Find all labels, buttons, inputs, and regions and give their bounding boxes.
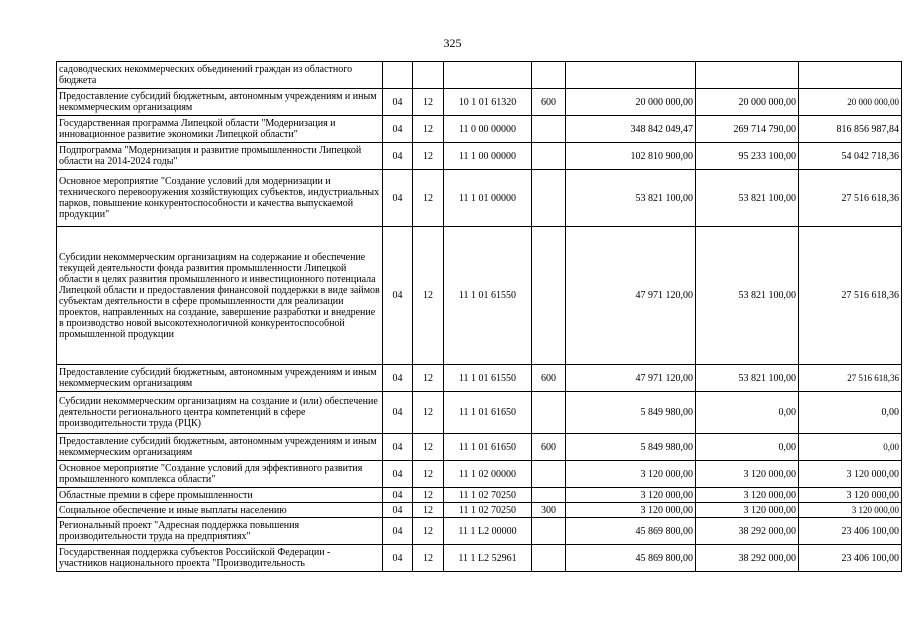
amount-year1-cell: 3 120 000,00 bbox=[566, 503, 696, 518]
target-article-cell: 11 1 01 61650 bbox=[444, 434, 532, 461]
amount-year2-cell: 20 000 000,00 bbox=[696, 89, 799, 116]
row-name-cell: Субсидии некоммерческим организациям на создание и (или) обеспечение деятельности регионального центра компетенций в сфере производительности труда (РЦК) bbox=[57, 392, 383, 434]
expense-type-cell bbox=[532, 518, 566, 545]
row-name-cell: Основное мероприятие "Создание условий для эффективного развития промышленного комплекса области" bbox=[57, 461, 383, 488]
target-article-cell: 11 1 02 70250 bbox=[444, 488, 532, 503]
expense-type-cell: 300 bbox=[532, 503, 566, 518]
subsection-code-cell: 12 bbox=[413, 89, 444, 116]
section-code-cell: 04 bbox=[383, 503, 413, 518]
amount-year2-cell: 3 120 000,00 bbox=[696, 461, 799, 488]
expense-type-cell bbox=[532, 227, 566, 365]
row-name-cell: Государственная программа Липецкой области "Модернизация и инновационное развитие экономики Липецкой области" bbox=[57, 116, 383, 143]
section-code-cell: 04 bbox=[383, 365, 413, 392]
row-name-cell: Субсидии некоммерческим организациям на содержание и обеспечение текущей деятельности фонда развития промышленности Липецкой области в целях развития промышленного и инвестиционного потенциала Липецкой области и предоставления финансовой поддержки в виде займов субъектам деятельности в сфере промышленности для реализации проектов, направленных на создание, завершение разработки и внедрение в производство новой высокотехнологичной конкурентоспособной промышленной продукции bbox=[57, 227, 383, 365]
target-article-cell: 11 1 00 00000 bbox=[444, 143, 532, 170]
amount-year2-cell: 3 120 000,00 bbox=[696, 503, 799, 518]
amount-year1-cell: 102 810 900,00 bbox=[566, 143, 696, 170]
amount-year3-cell: 54 042 718,36 bbox=[799, 143, 902, 170]
amount-year1-cell: 3 120 000,00 bbox=[566, 461, 696, 488]
expense-type-cell bbox=[532, 461, 566, 488]
subsection-code-cell: 12 bbox=[413, 518, 444, 545]
table-row bbox=[57, 116, 902, 143]
table-row bbox=[57, 62, 902, 89]
table-row bbox=[57, 89, 902, 116]
expense-type-cell bbox=[532, 62, 566, 89]
section-code-cell: 04 bbox=[383, 488, 413, 503]
table-row bbox=[57, 170, 902, 227]
subsection-code-cell: 12 bbox=[413, 434, 444, 461]
row-name-cell: Основное мероприятие "Создание условий для модернизации и технического перевооружения хозяйствующих субъектов, индустриальных парков, повышение конкурентоспособности и качества выпускаемой продукции" bbox=[57, 170, 383, 227]
amount-year1-cell: 47 971 120,00 bbox=[566, 227, 696, 365]
table-row bbox=[57, 227, 902, 365]
target-article-cell: 11 1 01 00000 bbox=[444, 170, 532, 227]
subsection-code-cell: 12 bbox=[413, 545, 444, 572]
subsection-code-cell: 12 bbox=[413, 392, 444, 434]
section-code-cell: 04 bbox=[383, 227, 413, 365]
target-article-cell: 11 1 02 00000 bbox=[444, 461, 532, 488]
row-name-cell: Предоставление субсидий бюджетным, автономным учреждениям и иным некоммерческим организациям bbox=[57, 89, 383, 116]
section-code-cell: 04 bbox=[383, 116, 413, 143]
section-code-cell bbox=[383, 62, 413, 89]
target-article-cell: 11 0 00 00000 bbox=[444, 116, 532, 143]
section-code-cell: 04 bbox=[383, 89, 413, 116]
subsection-code-cell: 12 bbox=[413, 461, 444, 488]
table-row bbox=[57, 461, 902, 488]
amount-year2-cell: 269 714 790,00 bbox=[696, 116, 799, 143]
expense-type-cell bbox=[532, 545, 566, 572]
expense-type-cell: 600 bbox=[532, 89, 566, 116]
target-article-cell: 11 1 02 70250 bbox=[444, 503, 532, 518]
amount-year3-cell: 20 000 000,00 bbox=[799, 89, 902, 116]
section-code-cell: 04 bbox=[383, 434, 413, 461]
amount-year3-cell: 27 516 618,36 bbox=[799, 170, 902, 227]
subsection-code-cell: 12 bbox=[413, 116, 444, 143]
subsection-code-cell: 12 bbox=[413, 503, 444, 518]
subsection-code-cell: 12 bbox=[413, 365, 444, 392]
expense-type-cell: 600 bbox=[532, 434, 566, 461]
subsection-code-cell: 12 bbox=[413, 227, 444, 365]
table-row bbox=[57, 365, 902, 392]
row-name-cell: Подпрограмма "Модернизация и развитие промышленности Липецкой области на 2014-2024 годы" bbox=[57, 143, 383, 170]
subsection-code-cell: 12 bbox=[413, 488, 444, 503]
row-name-cell: Предоставление субсидий бюджетным, автономным учреждениям и иным некоммерческим организациям bbox=[57, 365, 383, 392]
amount-year3-cell: 3 120 000,00 bbox=[799, 461, 902, 488]
amount-year1-cell bbox=[566, 62, 696, 89]
subsection-code-cell: 12 bbox=[413, 170, 444, 227]
amount-year2-cell: 0,00 bbox=[696, 392, 799, 434]
amount-year2-cell: 38 292 000,00 bbox=[696, 545, 799, 572]
amount-year1-cell: 348 842 049,47 bbox=[566, 116, 696, 143]
amount-year1-cell: 3 120 000,00 bbox=[566, 488, 696, 503]
table-row bbox=[57, 392, 902, 434]
row-name-cell: Областные премии в сфере промышленности bbox=[57, 488, 383, 503]
section-code-cell: 04 bbox=[383, 518, 413, 545]
amount-year3-cell: 0,00 bbox=[799, 434, 902, 461]
table-row bbox=[57, 518, 902, 545]
table-row bbox=[57, 545, 902, 572]
target-article-cell: 11 1 01 61650 bbox=[444, 392, 532, 434]
amount-year3-cell: 0,00 bbox=[799, 392, 902, 434]
table-row bbox=[57, 503, 902, 518]
amount-year1-cell: 45 869 800,00 bbox=[566, 518, 696, 545]
amount-year2-cell: 53 821 100,00 bbox=[696, 227, 799, 365]
expense-type-cell bbox=[532, 116, 566, 143]
row-name-cell: Предоставление субсидий бюджетным, автономным учреждениям и иным некоммерческим организациям bbox=[57, 434, 383, 461]
amount-year1-cell: 5 849 980,00 bbox=[566, 434, 696, 461]
amount-year3-cell: 3 120 000,00 bbox=[799, 488, 902, 503]
amount-year3-cell: 816 856 987,84 bbox=[799, 116, 902, 143]
amount-year2-cell: 53 821 100,00 bbox=[696, 365, 799, 392]
amount-year3-cell: 27 516 618,36 bbox=[799, 365, 902, 392]
target-article-cell: 11 1 L2 00000 bbox=[444, 518, 532, 545]
section-code-cell: 04 bbox=[383, 170, 413, 227]
table-row bbox=[57, 143, 902, 170]
amount-year1-cell: 5 849 980,00 bbox=[566, 392, 696, 434]
expense-type-cell: 600 bbox=[532, 365, 566, 392]
subsection-code-cell: 12 bbox=[413, 143, 444, 170]
amount-year1-cell: 53 821 100,00 bbox=[566, 170, 696, 227]
section-code-cell: 04 bbox=[383, 392, 413, 434]
section-code-cell: 04 bbox=[383, 461, 413, 488]
amount-year1-cell: 20 000 000,00 bbox=[566, 89, 696, 116]
amount-year1-cell: 47 971 120,00 bbox=[566, 365, 696, 392]
amount-year2-cell: 38 292 000,00 bbox=[696, 518, 799, 545]
page-number: 325 bbox=[443, 36, 462, 50]
amount-year2-cell bbox=[696, 62, 799, 89]
subsection-code-cell bbox=[413, 62, 444, 89]
section-code-cell: 04 bbox=[383, 143, 413, 170]
amount-year1-cell: 45 869 800,00 bbox=[566, 545, 696, 572]
row-name-cell: Государственная поддержка субъектов Российской Федерации - участников национального проекта "Производительность bbox=[57, 545, 383, 572]
amount-year2-cell: 3 120 000,00 bbox=[696, 488, 799, 503]
amount-year3-cell bbox=[799, 62, 902, 89]
amount-year3-cell: 27 516 618,36 bbox=[799, 227, 902, 365]
row-name-cell: Социальное обеспечение и иные выплаты населению bbox=[57, 503, 383, 518]
expense-type-cell bbox=[532, 143, 566, 170]
table-row bbox=[57, 434, 902, 461]
section-code-cell: 04 bbox=[383, 545, 413, 572]
amount-year3-cell: 3 120 000,00 bbox=[799, 503, 902, 518]
target-article-cell bbox=[444, 62, 532, 89]
target-article-cell: 11 1 01 61550 bbox=[444, 365, 532, 392]
expense-type-cell bbox=[532, 392, 566, 434]
target-article-cell: 11 1 01 61550 bbox=[444, 227, 532, 365]
amount-year3-cell: 23 406 100,00 bbox=[799, 545, 902, 572]
row-name-cell: садоводческих некоммерческих объединений граждан из областного бюджета bbox=[57, 62, 383, 89]
amount-year2-cell: 53 821 100,00 bbox=[696, 170, 799, 227]
amount-year2-cell: 95 233 100,00 bbox=[696, 143, 799, 170]
expense-type-cell bbox=[532, 170, 566, 227]
amount-year3-cell: 23 406 100,00 bbox=[799, 518, 902, 545]
table-row bbox=[57, 488, 902, 503]
amount-year2-cell: 0,00 bbox=[696, 434, 799, 461]
row-name-cell: Региональный проект "Адресная поддержка повышения производительности труда на предприятиях" bbox=[57, 518, 383, 545]
target-article-cell: 10 1 01 61320 bbox=[444, 89, 532, 116]
target-article-cell: 11 1 L2 52961 bbox=[444, 545, 532, 572]
expense-type-cell bbox=[532, 488, 566, 503]
budget-table bbox=[56, 61, 902, 572]
